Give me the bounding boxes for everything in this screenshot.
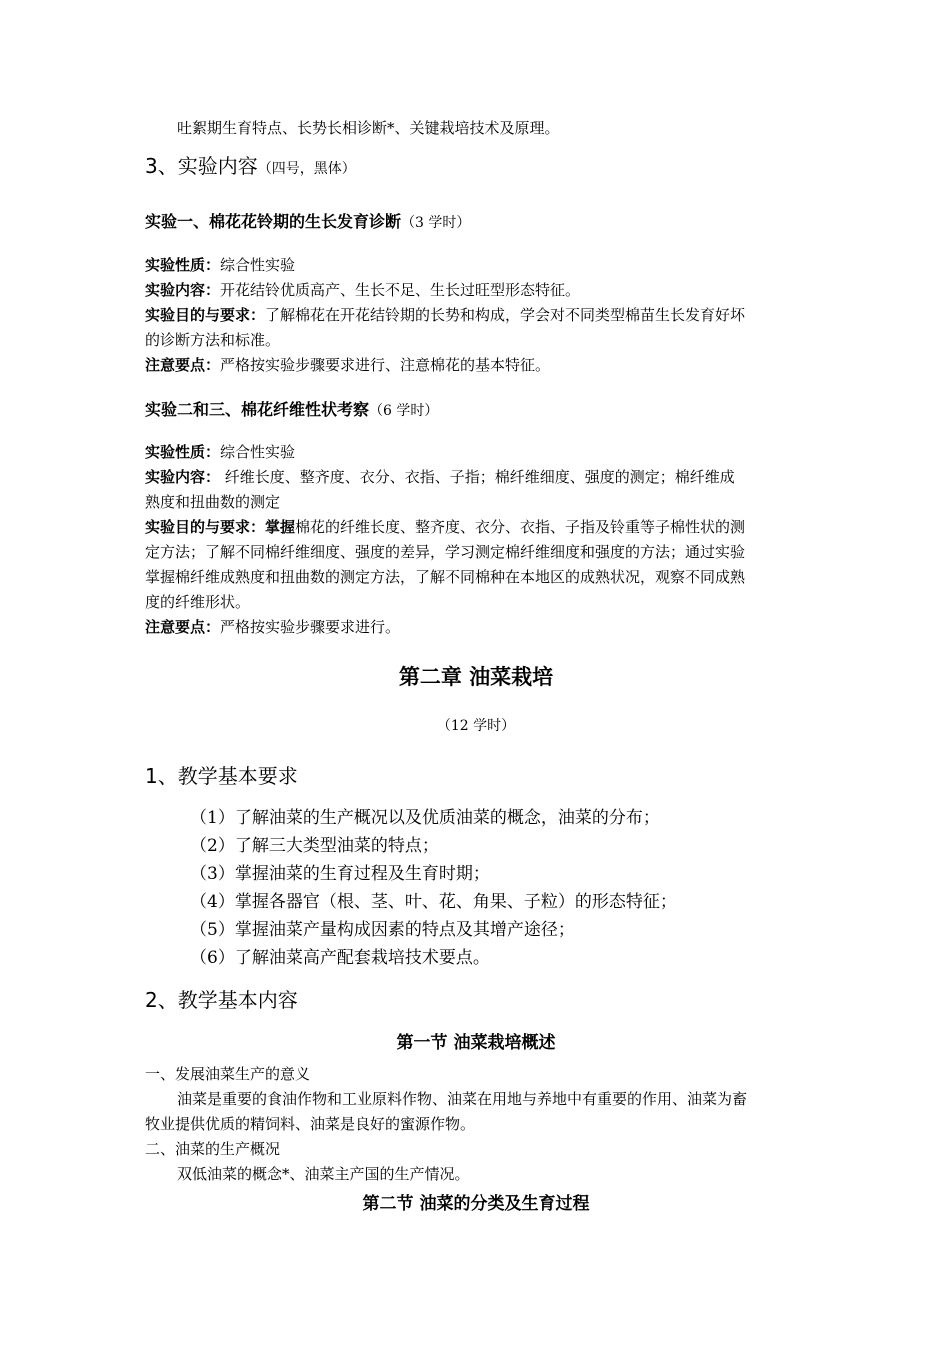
exp2-goal-label: 实验目的与要求：掌握	[145, 518, 296, 536]
exp2-content	[145, 465, 815, 489]
experiment-1-hours: （3 学时）	[401, 215, 471, 231]
exp2-goal-cont-3: 度的纤维形状。	[145, 593, 251, 611]
exp2-nature-value: 综合性实验	[220, 443, 296, 461]
experiment-2-hours: （6 学时）	[369, 403, 439, 419]
exp1-goal-text-1: 了解棉花在开花结铃期的长势和构成，学会对不同类型棉苗生长发育好坏	[265, 306, 746, 324]
item-1-paragraph-cont: 牧业提供优质的精饲料、油菜是良好的蜜源作物。	[145, 1115, 476, 1133]
item-1-paragraph: 油菜是重要的食油作物和工业原料作物、油菜在用地与养地中有重要的作用、油菜为畜	[177, 1090, 748, 1108]
item-1-title: 一、发展油菜生产的意义	[145, 1065, 311, 1083]
experiment-1-heading	[145, 209, 815, 236]
section-3-title: 3、实验内容	[145, 154, 258, 178]
exp2-content-cont: 熟度和扭曲数的测定	[145, 493, 281, 511]
exp2-nature-label: 实验性质：	[145, 443, 221, 461]
exp1-content-value: 开花结铃优质高产、生长不足、生长过旺型形态特征。	[220, 281, 581, 299]
exp1-goal-label: 实验目的与要求：	[145, 306, 266, 324]
content-heading: 2、教学基本内容	[145, 988, 298, 1012]
experiment-2-title: 实验二和三、棉花纤维性状考察	[145, 400, 370, 419]
exp2-notes	[145, 615, 815, 639]
experiment-2-heading	[145, 397, 815, 424]
requirement-item: （5）掌握油菜产量构成因素的特点及其增产途径；	[190, 920, 575, 940]
chapter-2-title: 第二章 油菜栽培	[398, 665, 554, 689]
exp1-content	[145, 278, 815, 302]
exp2-content-value: 纤维长度、整齐度、衣分、衣指、子指；棉纤维细度、强度的测定；棉纤维成	[220, 468, 735, 486]
experiment-1-title: 实验一、棉花花铃期的生长发育诊断	[145, 212, 402, 231]
exp2-goal	[145, 515, 815, 539]
section-3-heading	[145, 151, 815, 184]
requirement-item: （6）了解油菜高产配套栽培技术要点。	[190, 948, 490, 968]
exp2-nature	[145, 440, 815, 464]
exp1-notes-label: 注意要点：	[145, 356, 221, 374]
exp1-notes	[145, 353, 815, 377]
exp1-content-label: 实验内容：	[145, 281, 221, 299]
exp1-goal	[145, 303, 815, 327]
item-2-title: 二、油菜的生产概况	[145, 1140, 281, 1158]
exp1-nature	[145, 253, 815, 277]
requirement-item: （3）掌握油菜的生育过程及生育时期；	[190, 864, 490, 884]
requirement-item: （1）了解油菜的生产概况以及优质油菜的概念，油菜的分布；	[190, 808, 660, 828]
exp1-notes-value: 严格按实验步骤要求进行、注意棉花的基本特征。	[220, 356, 551, 374]
exp2-goal-cont-1: 定方法；了解不同棉纤维细度、强度的差异，学习测定棉纤维细度和强度的方法；通过实验	[145, 543, 746, 561]
exp2-goal-cont-2: 掌握棉纤维成熟度和扭曲数的测定方法，了解不同棉种在本地区的成熟状况，观察不同成熟	[145, 568, 746, 586]
requirements-heading: 1、教学基本要求	[145, 764, 298, 788]
requirement-item: （2）了解三大类型油菜的特点；	[190, 836, 439, 856]
section-1-title: 第一节 油菜栽培概述	[396, 1033, 556, 1053]
section-3-note: （四号，黑体）	[257, 161, 356, 177]
exp2-notes-label: 注意要点：	[145, 618, 221, 636]
chapter-2-hours: （12 学时）	[436, 718, 516, 734]
exp2-goal-text-1: 棉花的纤维长度、整齐度、衣分、衣指、子指及铃重等子棉性状的测	[295, 518, 746, 536]
item-2-paragraph: 双低油菜的概念*、油菜主产国的生产情况。	[177, 1165, 470, 1183]
exp2-content-label: 实验内容：	[145, 468, 221, 486]
exp1-nature-value: 综合性实验	[220, 256, 296, 274]
exp1-goal-cont: 的诊断方法和标准。	[145, 331, 281, 349]
requirement-item: （4）掌握各器官（根、茎、叶、花、角果、子粒）的形态特征；	[190, 892, 677, 912]
exp2-notes-value: 严格按实验步骤要求进行。	[220, 618, 401, 636]
exp1-nature-label: 实验性质：	[145, 256, 221, 274]
intro-line: 吐絮期生育特点、长势长相诊断*、关键栽培技术及原理。	[177, 119, 560, 137]
section-2-title: 第二节 油菜的分类及生育过程	[362, 1194, 590, 1214]
